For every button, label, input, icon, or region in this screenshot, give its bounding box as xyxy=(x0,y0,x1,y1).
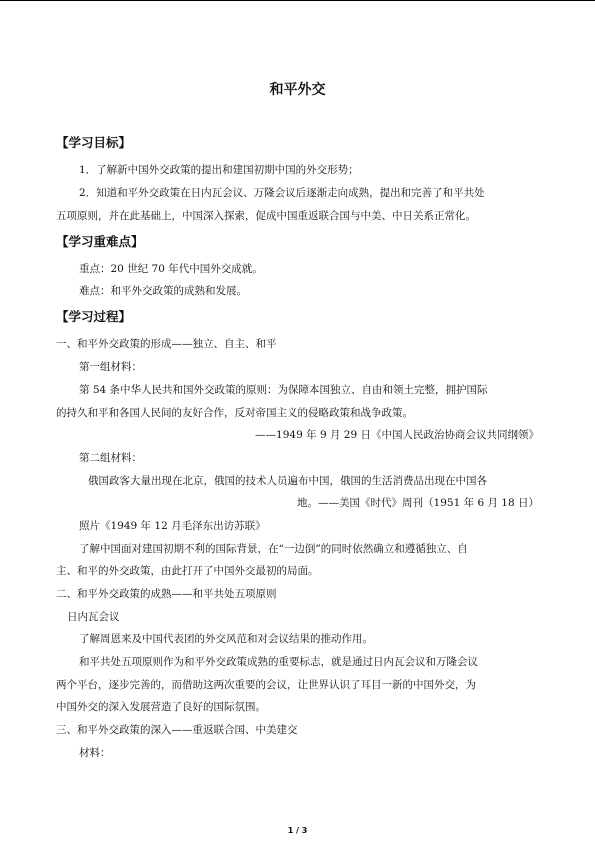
goal-2-line-2: 五项原则，并在此基础上，中国深入探索，促成中国重返联合国与中美、中日关系正常化。 xyxy=(56,210,476,222)
material-label: 材料： xyxy=(79,747,111,759)
geneva-note: 了解周恩来及中国代表团的外交风范和对会议结果的推动作用。 xyxy=(79,633,373,645)
material-2-line-2: 地。——美国《时代》周刊（1951 年 6 月 18 日） xyxy=(297,497,539,509)
process-part-3-heading: 三、和平外交政策的深入——重返联合国、中美建交 xyxy=(56,724,298,736)
section-heading-focus: 【学习重难点】 xyxy=(56,234,144,249)
material-1-source: ——1949 年 9 月 29 日《中国人民政治协商会议共同纲领》 xyxy=(255,429,539,441)
process-part-2-heading: 二、和平外交政策的成熟——和平共处五项原则 xyxy=(56,588,277,600)
section-heading-goals: 【学习目标】 xyxy=(56,135,132,150)
focus-key: 重点：20 世纪 70 年代中国外交成就。 xyxy=(79,263,263,275)
page-title: 和平外交 xyxy=(269,82,326,98)
goal-1: 1．了解新中国外交政策的提出和建国初期中国的外交形势； xyxy=(79,164,359,176)
process-part-1-heading: 一、和平外交政策的形成——独立、自主、和平 xyxy=(56,338,277,350)
material-1-line-1: 第 54 条中华人民共和国外交政策的原则：为保障本国独立、自由和领土完整，拥护国际 xyxy=(79,384,488,396)
geneva-conference-label: 日内瓦会议 xyxy=(67,611,120,623)
page-number: 1 / 3 xyxy=(287,826,308,835)
summary-2-line-1: 和平共处五项原则作为和平外交政策成熟的重要标志，就是通过日内瓦会议和万隆会议 xyxy=(79,656,478,668)
top-rule xyxy=(0,0,595,1)
goal-2-line-1: 2．知道和平外交政策在日内瓦会议、万隆会议后逐渐走向成熟，提出和完善了和平共处 xyxy=(79,187,485,199)
material-2-line-1: 俄国政客大量出现在北京，俄国的技术人员遍布中国，俄国的生活消费品出现在中国各 xyxy=(88,475,487,487)
material-group-2-label: 第二组材料： xyxy=(79,452,142,464)
summary-1-line-2: 主、和平的外交政策，由此打开了中国外交最初的局面。 xyxy=(56,565,319,577)
photo-caption: 照片《1949 年 12 月毛泽东出访苏联》 xyxy=(79,520,266,532)
summary-2-line-2: 两个平台，逐步完善的，而借助这两次重要的会议，让世界认识了耳目一新的中国外交，为 xyxy=(56,679,476,691)
summary-1-line-1: 了解中国面对建国初期不利的国际背景，在“一边倒”的同时依然确立和遵循独立、自 xyxy=(79,543,468,555)
material-1-line-2: 的持久和平和各国人民间的友好合作，反对帝国主义的侵略政策和战争政策。 xyxy=(56,407,413,419)
focus-difficult: 难点：和平外交政策的成熟和发展。 xyxy=(79,285,247,297)
material-group-1-label: 第一组材料： xyxy=(79,361,142,373)
summary-2-line-3: 中国外交的深入发展营造了良好的国际氛围。 xyxy=(56,701,266,713)
section-heading-process: 【学习过程】 xyxy=(56,309,132,324)
